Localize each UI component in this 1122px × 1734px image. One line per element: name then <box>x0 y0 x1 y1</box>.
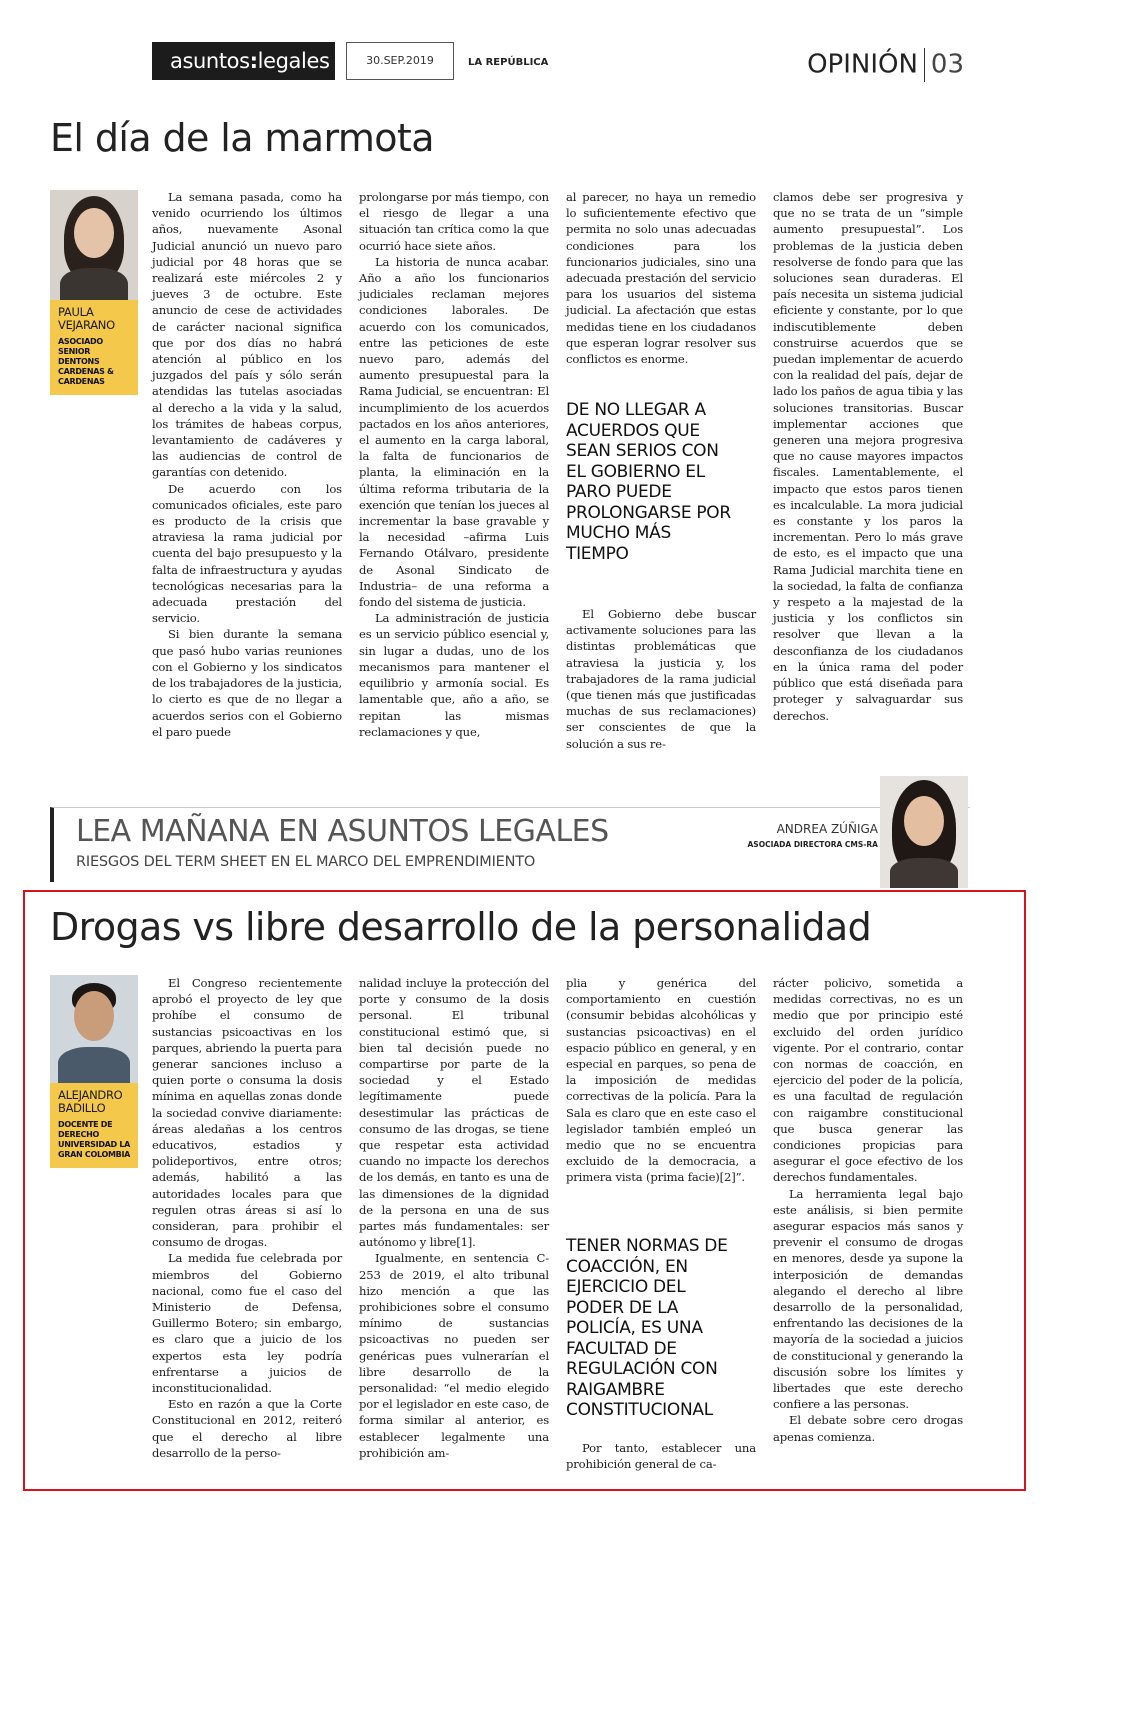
paragraph: Esto en razón a que la Corte Constitucional en 2012, reiteró que el derecho al libre desarrollo de la perso- <box>152 1397 342 1460</box>
author-photo <box>50 975 138 1083</box>
paragraph: Si bien durante la semana que pasó hubo varias reuniones con el Gobierno y los sindicatos de los trabajadores de la justicia, lo cierto es que de no llegar a acuerdos serios con el Gobierno el paro puede <box>152 627 342 739</box>
author-info <box>50 1083 138 1168</box>
page-number: 03 <box>930 49 964 80</box>
brand-logo: asuntos:legales <box>152 42 335 80</box>
author-first-name: ALEJANDRO <box>58 1088 123 1102</box>
author-role: DOCENTE DE DERECHO UNIVERSIDAD LA GRAN COLOMBIA <box>58 1120 131 1159</box>
article-column-4 <box>773 975 963 1445</box>
promo-title: LEA MAÑANA EN ASUNTOS LEGALES <box>76 814 609 849</box>
article-column-1 <box>152 189 342 740</box>
newspaper-name: LA REPÚBLICA <box>468 57 549 68</box>
paragraph: La administración de justicia es un servicio público esencial y, sin lugar a dudas, uno de los mecanismos para mantener el equilibrio y armonía social. Es lamentable que, año a año, se repitan las mismas reclamaciones y que, <box>359 611 549 739</box>
pull-quote: DE NO LLEGAR A ACUERDOS QUE SEAN SERIOS CON EL GOBIERNO EL PARO PUEDE PROLONGARSE POR MUCHO MÁS TIEMPO <box>566 400 731 564</box>
paragraph: La semana pasada, como ha venido ocurriendo los últimos años, nuevamente Asonal Judicial anunció un nuevo paro judicial por 48 horas que se realizará este miércoles 2 y jueves 3 de octubre. Este anuncio de cese de actividades de carácter nacional significa que por dos días no habrá atención al público en los juzgados del país y sólo serán atendidas las tutelas asociadas al derecho a la vida y la salud, los trámites de habeas corpus, levantamiento de cadáveres y las audiencias de control de garantías con detenido. <box>152 190 342 480</box>
article-title: El día de la marmota <box>50 116 434 160</box>
pull-quote: TENER NORMAS DE COACCIÓN, EN EJERCICIO DEL PODER DE LA POLICÍA, ES UNA FACULTAD DE REGULACIÓN CON RAIGAMBRE CONSTITUCIONAL <box>566 1236 728 1420</box>
author-info <box>50 300 138 395</box>
article-column-2 <box>359 975 549 1461</box>
author-role: ASOCIADO SENIOR DENTONS CARDENAS & CARDENAS <box>58 337 114 386</box>
author-last-name: BADILLO <box>58 1101 106 1115</box>
paragraph: El debate sobre cero drogas apenas comienza. <box>773 1413 963 1444</box>
article-column-3b <box>566 606 756 752</box>
paragraph: rácter policivo, sometida a medidas correctivas, no es un medio que por principio esté excluido del orden jurídico vigente. Por el contrario, contar con normas de coacción, en ejercicio del poder de la policía, es una facultad de regulación con raigambre constitucional que busca generar las condiciones propicias para asegurar el goce efectivo de los derechos fundamentales. <box>773 976 963 1185</box>
author-card <box>50 975 138 1168</box>
paragraph: clamos debe ser progresiva y que no se trata de un “simple aumento presupuestal”. Los problemas de la justicia deben resolverse de fondo para que las soluciones sean duraderas. El país necesita un sistema judicial eficiente y constante, por lo que indiscutiblemente deben construirse acuerdos que se puedan implementar de acuerdo con la realidad del país, dejar de lado los paños de agua tibia y las soluciones transitorias. Buscar implementar acciones que generen una mejora progresiva que no cause mayores impactos fiscales. Lamentablemente, el impacto que estos paros tienen es incalculable. La mora judicial es constante y los paros la incrementan. Pero lo más grave de esto, es el impacto que una Rama Judicial marchita tiene en la sociedad, la falta de confianza y respeto a la majestad de la justicia y los conflictos sin resolver que llevan a la desconfianza de los ciudadanos en la única rama del poder público que está diseñada para proteger y salvaguardar sus derechos. <box>773 190 963 723</box>
paragraph: La historia de nunca acabar. Año a año los funcionarios judiciales reclaman mejores condiciones laborales. De acuerdo con los comunicados, entre las peticiones de este nuevo paro, además del aumento presupuestal para la Rama Judicial, se encuentran: El incumplimiento de los acuerdos pactados en los años anteriores, el aumento en la carga laboral, la falta de funcionarios de planta, la eliminación en la última reforma tributaria de la exención que tenían los jueces al incrementar la base gravable y la necesidad –afirma Luis Fernando Otálvaro, presidente de Asonal Sindicato de Industria– de una reforma a fondo del sistema de justicia. <box>359 254 549 610</box>
paragraph: plia y genérica del comportamiento en cuestión (consumir bebidas alcohólicas y sustancias psicoactivas) en el espacio público en general, y en especial en parques, so pena de la imposición de medidas correctivas de la policía. Para la Sala es claro que en este caso el legislador también empleó un medio que no se encuentra excluido de la democracia, a primera vista (prima facie)[2]”. <box>566 976 756 1185</box>
paragraph: La medida fue celebrada por miembros del Gobierno nacional, como fue el caso del Ministerio de Defensa, Guillermo Botero; sin embargo, es claro que a juicio de los expertos esta ley podría enfrentarse a juicios de inconstitucionalidad. <box>152 1251 342 1396</box>
author-last-name: VEJARANO <box>58 318 115 332</box>
promo-banner <box>50 807 970 882</box>
article-column-3b <box>566 1440 756 1472</box>
paragraph: El Gobierno debe buscar activamente soluciones para las distintas problemáticas que atraviesa la justicia y, los trabajadores de la rama judicial (que tienen más que justificadas muchas de sus reclamaciones) ser conscientes de que la solución a sus re- <box>566 607 756 751</box>
issue-date: 30.SEP.2019 <box>346 42 454 80</box>
promo-author-photo <box>880 776 968 888</box>
article-column-3 <box>566 975 756 1186</box>
article-column-4 <box>773 189 963 724</box>
paragraph: al parecer, no haya un remedio lo suficientemente efectivo que permita no solo unas adecuadas condiciones para los funcionarios judiciales, sino una adecuada prestación del servicio para los usuarios del sistema judicial. La afectación que estas medidas tiene en los ciudadanos que esperan lograr resolver sus conflictos es enorme. <box>566 190 756 367</box>
article-title: Drogas vs libre desarrollo de la personalidad <box>50 905 872 949</box>
section-header <box>807 48 964 82</box>
section-name: OPINIÓN <box>807 49 918 80</box>
paragraph: prolongarse por más tiempo, con el riesgo de llegar a una situación tan crítica como la que ocurrió hace siete años. <box>359 190 549 253</box>
paragraph: El Congreso recientemente aprobó el proyecto de ley que prohíbe el consumo de sustancias psicoactivas en los parques, abriendo la puerta para generar sanciones incluso a quien porte o consuma la dosis mínima en aquellas zonas donde la sociedad convive diariamente: áreas aledañas a los centros educativos, estadios y polideportivos, entre otros; además, habilitó a las autoridades locales para que regulen otras áreas si así lo consideran, para prohibir el consumo de drogas. <box>152 976 342 1250</box>
promo-author-role: ASOCIADA DIRECTORA CMS-RA <box>747 840 878 849</box>
author-first-name: PAULA <box>58 305 94 319</box>
paragraph: Igualmente, en sentencia C-253 de 2019, el alto tribunal hizo mención a que las prohibiciones sobre el consumo mínimo de sustancias psicoactivas no pueden ser genéricas pues vulnerarían el libre desarrollo de la personalidad: “el medio elegido por el legislador en este caso, de forma similar al anterior, es establecer legalmente una prohibición am- <box>359 1251 549 1460</box>
author-card <box>50 190 138 395</box>
paragraph: nalidad incluye la protección del porte y consumo de la dosis personal. El tribunal constitucional estimó que, si bien tal decisión puede no compartirse por parte de la sociedad y el Estado legítimamente puede desestimular las prácticas de consumo de las drogas, se tiene que respetar esta actividad cuando no impacte los derechos de los demás, en tanto es una de las dimensiones de la dignidad de la persona en una de sus partes más fundamentales: ser autónomo y libre[1]. <box>359 976 549 1250</box>
article-column-2 <box>359 189 549 740</box>
promo-subtitle: RIESGOS DEL TERM SHEET EN EL MARCO DEL EMPRENDIMIENTO <box>76 854 536 870</box>
promo-author: ANDREA ZÚÑIGA <box>776 822 878 836</box>
paragraph: La herramienta legal bajo este análisis, si bien permite asegurar espacios más sanos y prevenir el consumo de drogas en menores, desde ya supone la interposición de demandas alegando el derecho al libre desarrollo de la personalidad, enfrentando las decisiones de la mayoría de la sociedad a juicios de constitucional y generando la discusión sobre los límites y libertades que este derecho confiere a las personas. <box>773 1186 963 1412</box>
section-divider <box>924 48 925 82</box>
paragraph: Por tanto, establecer una prohibición general de ca- <box>566 1441 756 1472</box>
article-column-3 <box>566 189 756 367</box>
author-photo <box>50 190 138 300</box>
article-column-1 <box>152 975 342 1461</box>
paragraph: De acuerdo con los comunicados oficiales, este paro es producto de la crisis que atraviesa la rama judicial por cuenta del bajo presupuesto y la falta de infraestructura y ayudas tecnológicas necesarias para la adecuada prestación del servicio. <box>152 481 342 626</box>
